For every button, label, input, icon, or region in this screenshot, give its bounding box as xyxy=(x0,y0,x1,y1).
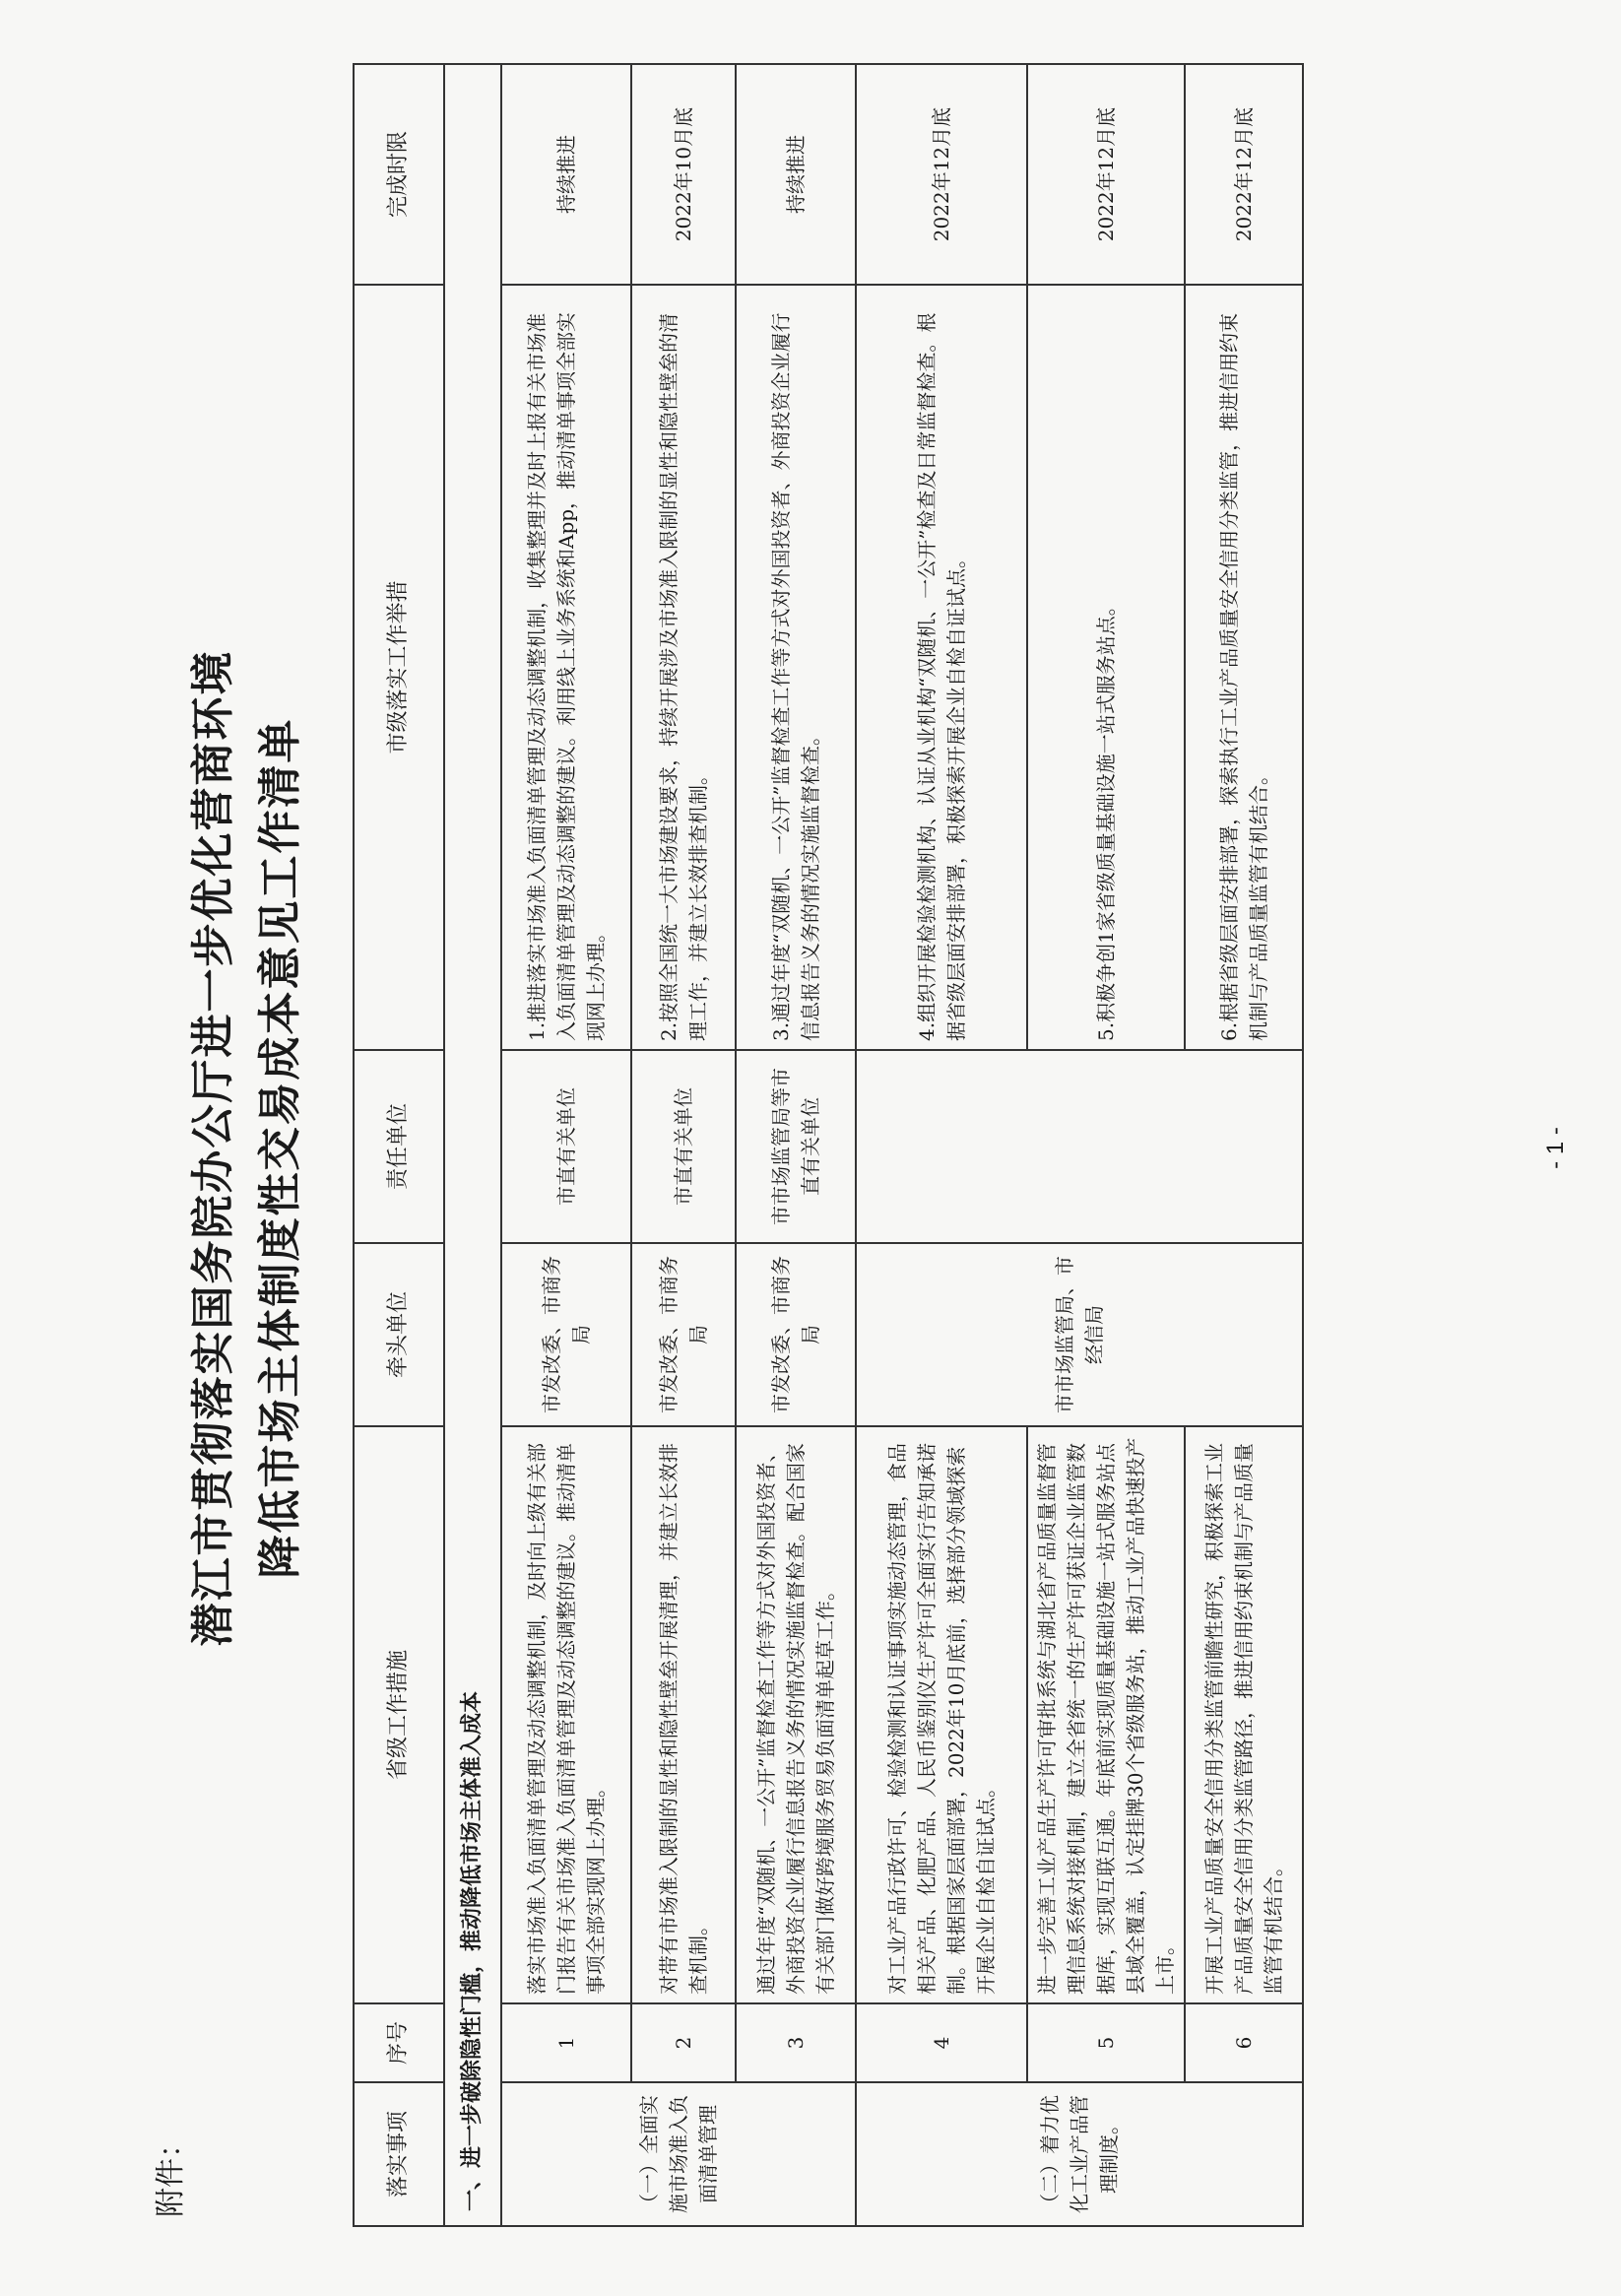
row-city: 6.根据省级层面安排部署，探索执行工业产品质量安全信用分类监管，推进信用约束机制与产品质量监管有机结合。 xyxy=(1185,285,1303,1050)
row-deadline: 持续推进 xyxy=(501,64,631,285)
row-lead: 市市场监管局、市经信局 xyxy=(856,1243,1303,1426)
row-deadline: 2022年12月底 xyxy=(1027,64,1185,285)
section-row xyxy=(444,64,501,2226)
row-deadline: 2022年12月底 xyxy=(1185,64,1303,285)
row-lead: 市发改委、市商务局 xyxy=(631,1243,736,1426)
row-no: 4 xyxy=(856,2003,1027,2082)
row-responsible: 市直有关单位 xyxy=(631,1050,736,1243)
row-provincial: 开展工业产品质量安全信用分类监管前瞻性研究，积极探索工业产品质量安全信用分类监管路径，推进信用约束机制与产品质量监管有机结合。 xyxy=(1185,1426,1303,2003)
header-provincial: 省级工作措施 xyxy=(354,1426,444,2003)
table-row xyxy=(631,64,736,2226)
row-provincial: 通过年度“双随机、一公开”监督检查工作等方式对外国投资者、外商投资企业履行信息报告义务的情况实施监督检查。配合国家有关部门做好跨境服务贸易负面清单起草工作。 xyxy=(736,1426,856,2003)
header-item: 落实事项 xyxy=(354,2082,444,2226)
row-deadline: 2022年10月底 xyxy=(631,64,736,285)
row-city: 4.组织开展检验检测机构、认证从业机构“双随机、一公开”检查及日常监督检查。根据省级层面安排部署，积极探索开展企业自检自证试点。 xyxy=(856,285,1027,1050)
row-lead: 市发改委、市商务局 xyxy=(736,1243,856,1426)
header-no: 序号 xyxy=(354,2003,444,2082)
table-row xyxy=(501,64,631,2226)
row-provincial: 对工业产品行政许可、检验检测和认证事项实施动态管理，食品相关产品、化肥产品、人民币鉴别仪生产许可全面实行告知承诺制。根据国家层面部署，2022年10月底前，选择部分领域探索开展企业自检自证试点。 xyxy=(856,1426,1027,2003)
header-responsible: 责任单位 xyxy=(354,1050,444,1243)
table-row xyxy=(856,64,1027,2226)
row-deadline: 2022年12月底 xyxy=(856,64,1027,285)
row-city: 3.通过年度“双随机、一公开”监督检查工作等方式对外国投资者、外商投资企业履行信息报告义务的情况实施监督检查。 xyxy=(736,285,856,1050)
document-title-line-2: 降低市场主体制度性交易成本意见工作清单 xyxy=(255,717,305,1579)
group-item-cell: （二）着力优化工业产品管理制度。 xyxy=(856,2082,1303,2226)
row-deadline: 持续推进 xyxy=(736,64,856,285)
header-deadline: 完成时限 xyxy=(354,64,444,285)
row-provincial: 落实市场准入负面清单管理及动态调整机制，及时向上级有关部门报告有关市场准入负面清单管理及动态调整的建议。推动清单事项全部实现网上办理。 xyxy=(501,1426,631,2003)
attachment-label: 附件： xyxy=(154,2129,188,2217)
header-city: 市级落实工作举措 xyxy=(354,285,444,1050)
page-number: - 1 - xyxy=(1542,1127,1569,1169)
row-responsible xyxy=(856,1050,1303,1243)
row-provincial: 进一步完善工业产品生产许可审批系统与湖北省产品质量监督管理信息系统对接机制，建立全省统一的生产许可获证企业监管数据库，实现互联互通。年底前实现质量基础设施一站式服务站点县域全覆盖，认定挂牌30个省级服务站，推动工业产品快速投产上市。 xyxy=(1027,1426,1185,2003)
row-no: 1 xyxy=(501,2003,631,2082)
row-no: 6 xyxy=(1185,2003,1303,2082)
row-responsible: 市市场监管局等市直有关单位 xyxy=(736,1050,856,1243)
row-responsible: 市直有关单位 xyxy=(501,1050,631,1243)
row-no: 5 xyxy=(1027,2003,1185,2082)
group-item-cell: （一）全面实施市场准入负面清单管理 xyxy=(501,2082,856,2226)
row-city: 1.推进落实市场准入负面清单管理及动态调整机制，收集整理并及时上报有关市场准入负面清单管理及动态调整的建议。利用线上业务系统和App，推动清单事项全部实现网上办理。 xyxy=(501,285,631,1050)
header-lead: 牵头单位 xyxy=(354,1243,444,1426)
row-no: 2 xyxy=(631,2003,736,2082)
document-title-line-1: 潜江市贯彻落实国务院办公厅进一步优化营商环境 xyxy=(188,649,238,1647)
row-lead: 市发改委、市商务局 xyxy=(501,1243,631,1426)
table-row xyxy=(736,64,856,2226)
row-provincial: 对带有市场准入限制的显性和隐性壁垒开展清理，并建立长效排查机制。 xyxy=(631,1426,736,2003)
row-city: 5.积极争创1家省级质量基础设施一站式服务站点。 xyxy=(1027,285,1185,1050)
section-title: 一、进一步破除隐性门槛，推动降低市场主体准入成本 xyxy=(444,64,501,2226)
work-list-table xyxy=(353,63,1304,2227)
table-header-row xyxy=(354,64,444,2226)
row-city: 2.按照全国统一大市场建设要求，持续开展涉及市场准入限制的显性和隐性壁垒的清理工作，并建立长效排查机制。 xyxy=(631,285,736,1050)
row-no: 3 xyxy=(736,2003,856,2082)
